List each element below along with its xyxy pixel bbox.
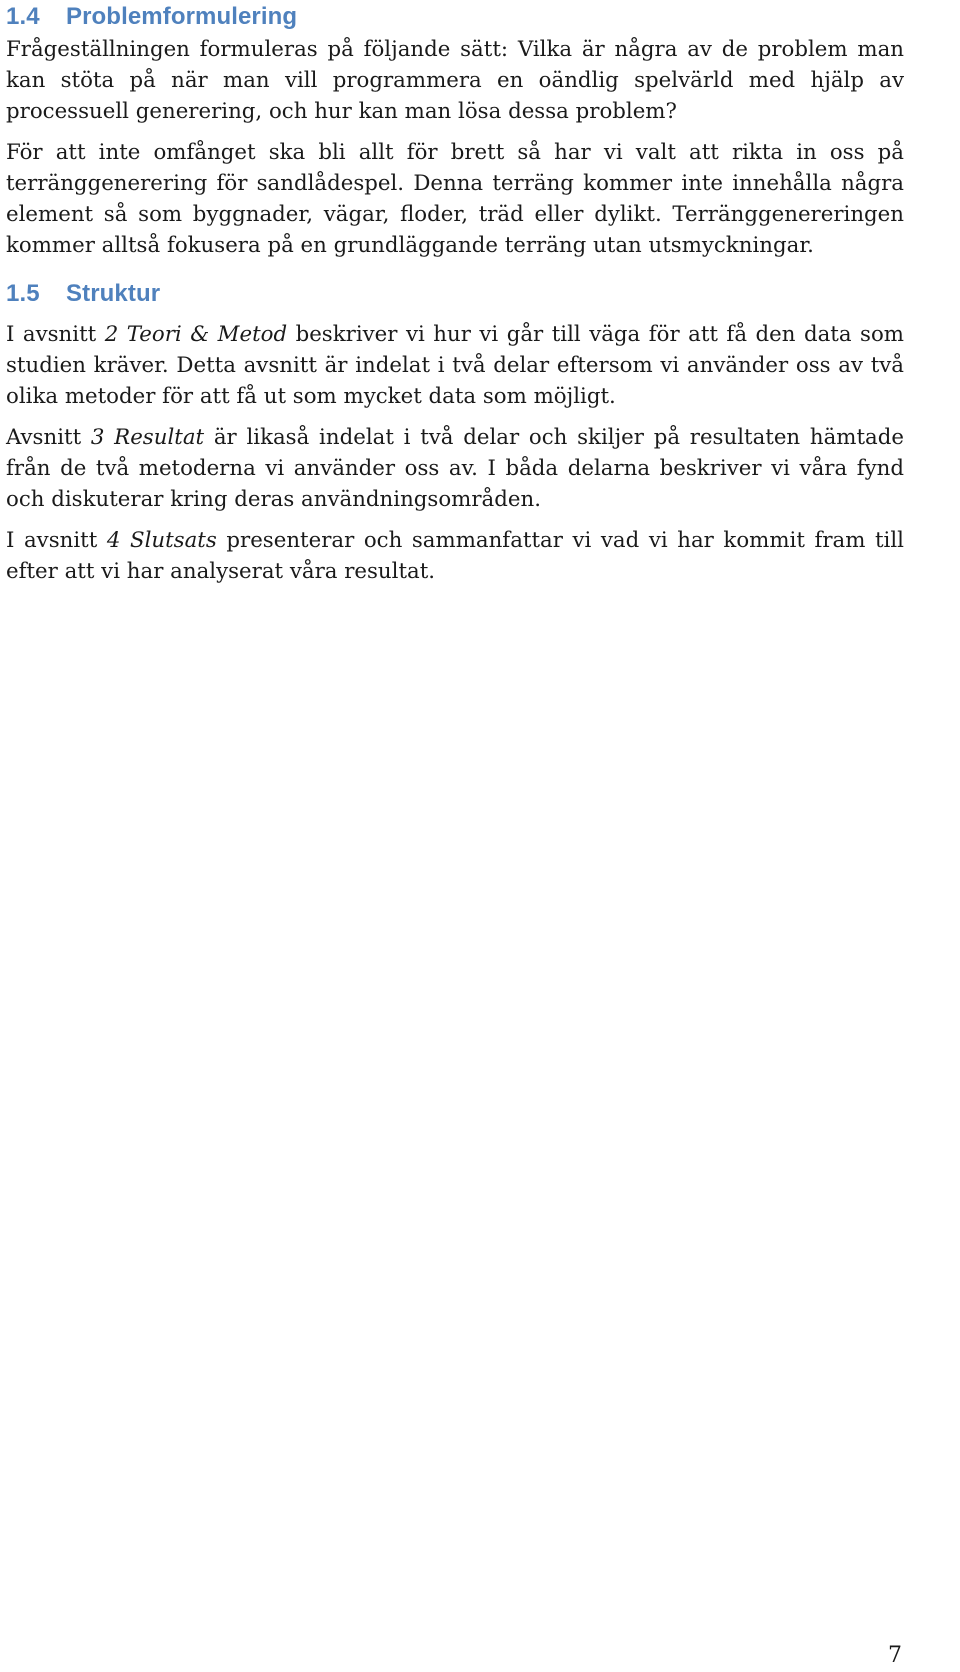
section-number: 1.4 xyxy=(6,3,40,30)
document-page xyxy=(6,0,904,597)
section-reference: 2 Teori & Metod xyxy=(104,322,288,347)
paragraph-text: presenterar och sammanfattar vi vad vi har kommit fram till efter att vi har analyserat våra resultat. xyxy=(6,528,904,584)
section-heading-problemformulering xyxy=(6,0,904,34)
paragraph-structure-method xyxy=(6,319,904,412)
section-title: Struktur xyxy=(66,280,161,307)
paragraph-text: I avsnitt xyxy=(6,322,105,347)
paragraph-text: beskriver vi hur vi går till väga för att få den data som studien kräver. Detta avsnitt är indelat i två delar eftersom vi använder oss av två olika metoder för att få ut som mycket data som möjligt. xyxy=(6,322,904,409)
paragraph-research-question: Frågeställningen formuleras på följande sätt: Vilka är några av de problem man kan stöta på när man vill programmera en oändlig spelvärld med hjälp av processuell generering, och hur kan man lösa dessa problem? xyxy=(6,37,904,124)
paragraph-text: är likaså indelat i två delar och skiljer på resultaten hämtade från de två metoderna vi använder oss av. I båda delarna beskriver vi våra fynd och diskuterar kring deras användningsområden. xyxy=(6,425,904,512)
page-number: 7 xyxy=(888,1643,902,1668)
section-number: 1.5 xyxy=(6,280,40,307)
section-reference: 3 Resultat xyxy=(90,425,205,450)
section-title: Problemformulering xyxy=(66,3,298,30)
paragraph-text: Avsnitt xyxy=(6,425,91,450)
paragraph-structure-conclusion xyxy=(6,525,904,587)
paragraph-structure-results xyxy=(6,422,904,515)
paragraph-text: I avsnitt xyxy=(6,528,107,553)
section-heading-struktur xyxy=(6,277,904,311)
paragraph-scope: För att inte omfånget ska bli allt för brett så har vi valt att rikta in oss på terränggenerering för sandlådespel. Denna terräng kommer inte innehålla några element så som byggnader, vägar, floder, träd eller dylikt. Terränggenereringen kommer alltså fokusera på en grundläggande terräng utan utsmyckningar. xyxy=(6,140,904,258)
section-reference: 4 Slutsats xyxy=(106,528,217,553)
